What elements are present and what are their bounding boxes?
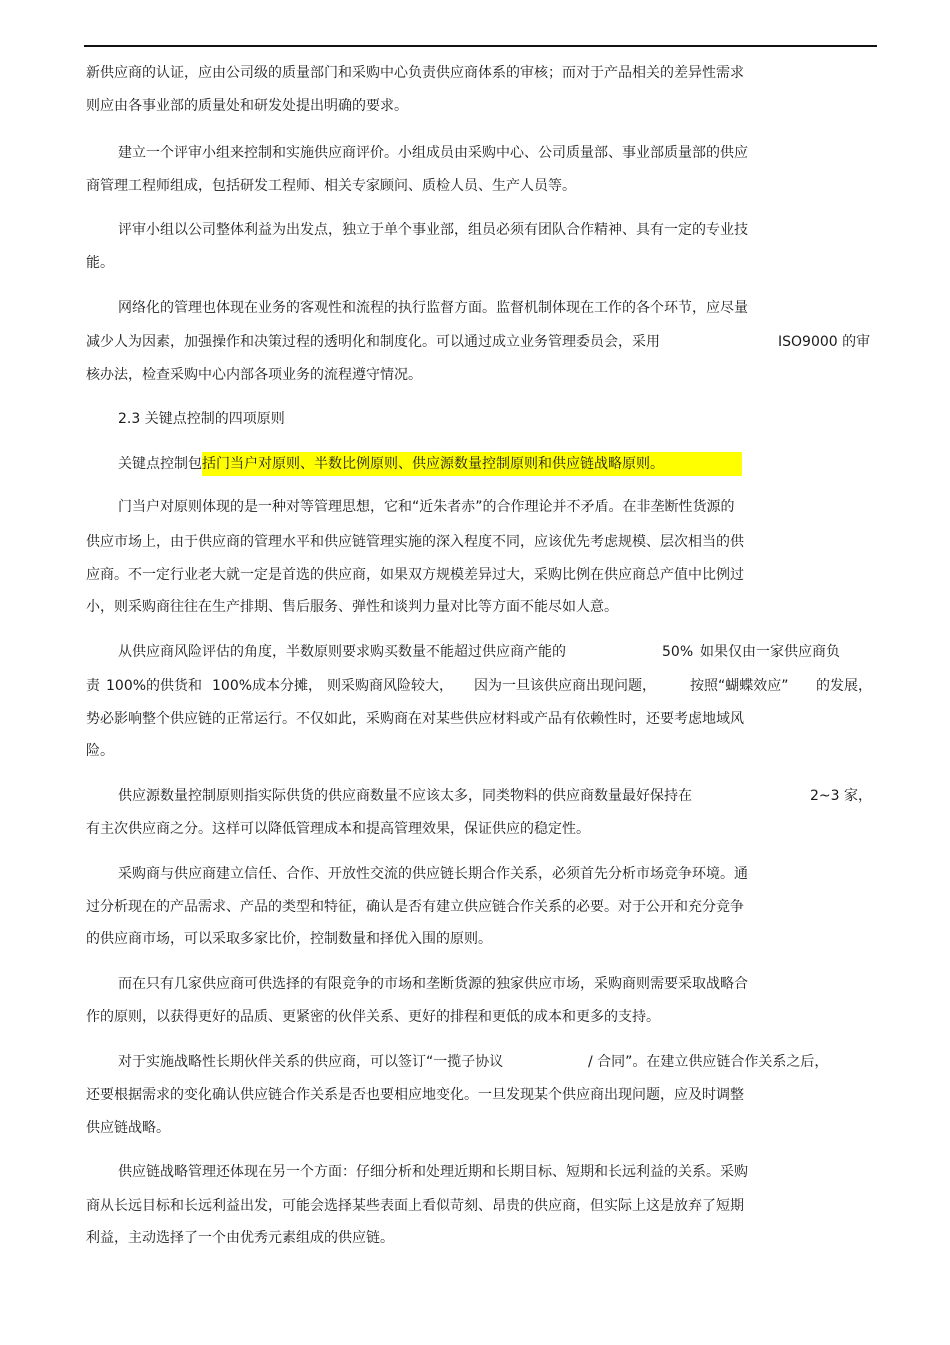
paragraph-fragment: 则采购商风险较大， xyxy=(327,678,453,694)
header-rule xyxy=(84,45,877,47)
section-heading: 2.3 关键点控制的四项原则 xyxy=(118,411,285,427)
paragraph-line: 的供应商市场，可以采取多家比价，控制数量和择优入围的原则。 xyxy=(86,931,492,947)
paragraph-fragment: ISO9000 的审 xyxy=(778,334,871,350)
text-run: 关键点控制包 xyxy=(118,456,202,472)
paragraph-line: 势必影响整个供应链的正常运行。不仅如此，采购商在对某些供应材料或产品有依赖性时，还要考虑地域风 xyxy=(86,711,744,727)
paragraph-line: 作的原则，以获得更好的品质、更紧密的伙伴关系、更好的排程和更低的成本和更多的支持。 xyxy=(86,1009,660,1025)
paragraph-line: 对于实施战略性长期伙伴关系的供应商，可以签订“一揽子协议 xyxy=(118,1054,504,1070)
paragraph-line: 供应市场上，由于供应商的管理水平和供应链管理实施的深入程度不同，应该优先考虑规模、层次相当的供 xyxy=(86,534,744,550)
paragraph-line: 小，则采购商往往在生产排期、售后服务、弹性和谈判力量对比等方面不能尽如人意。 xyxy=(86,599,618,615)
paragraph-line: 门当户对原则体现的是一种对等管理思想，它和“近朱者赤”的合作理论并不矛盾。在非垄断性货源的 xyxy=(118,499,735,515)
paragraph-fragment: 如果仅由一家供应商负 xyxy=(700,644,840,660)
paragraph-line: 还要根据需求的变化确认供应链合作关系是否也要相应地变化。一旦发现某个供应商出现问题，应及时调整 xyxy=(86,1087,744,1103)
paragraph-line: 评审小组以公司整体利益为出发点，独立于单个事业部，组员必须有团队合作精神、具有一定的专业技 xyxy=(118,222,748,238)
paragraph-fragment: / 合同”。在建立供应链合作关系之后， xyxy=(588,1054,829,1070)
paragraph-line: 建立一个评审小组来控制和实施供应商评价。小组成员由采购中心、公司质量部、事业部质量部的供应 xyxy=(118,145,748,161)
paragraph-line: 有主次供应商之分。这样可以降低管理成本和提高管理效果，保证供应的稳定性。 xyxy=(86,821,590,837)
paragraph-fragment: 按照“蝴蝶效应” xyxy=(690,678,789,694)
paragraph-line: 核办法，检查采购中心内部各项业务的流程遵守情况。 xyxy=(86,367,422,383)
paragraph-line: 能。 xyxy=(86,255,114,271)
paragraph-line: 供应源数量控制原则指实际供货的供应商数量不应该太多，同类物料的供应商数量最好保持在 xyxy=(118,788,692,804)
paragraph-line: 减少人为因素，加强操作和决策过程的透明化和制度化。可以通过成立业务管理委员会，采用 xyxy=(86,334,660,350)
paragraph-line: 商从长远目标和长远利益出发，可能会选择某些表面上看似苛刻、昂贵的供应商，但实际上这是放弃了短期 xyxy=(86,1198,744,1214)
paragraph-line: 采购商与供应商建立信任、合作、开放性交流的供应链长期合作关系，必须首先分析市场竞争环境。通 xyxy=(118,866,748,882)
paragraph-line: 网络化的管理也体现在业务的客观性和流程的执行监督方面。监督机制体现在工作的各个环节，应尽量 xyxy=(118,300,748,316)
paragraph-fragment: 2~3 家， xyxy=(810,788,872,804)
paragraph-line: 而在只有几家供应商可供选择的有限竞争的市场和垄断货源的独家供应市场，采购商则需要采取战略合 xyxy=(118,976,748,992)
paragraph-line: 过分析现在的产品需求、产品的类型和特征，确认是否有建立供应链合作关系的必要。对于公开和充分竞争 xyxy=(86,899,744,915)
paragraph-fragment: 的发展， xyxy=(816,678,872,694)
paragraph-fragment: 100%成本分摊， xyxy=(212,678,323,694)
paragraph-line: 商管理工程师组成，包括研发工程师、相关专家顾问、质检人员、生产人员等。 xyxy=(86,178,576,194)
paragraph-line: 则应由各事业部的质量处和研发处提出明确的要求。 xyxy=(86,98,408,114)
paragraph-line: 险。 xyxy=(86,743,114,759)
paragraph-fragment: 100%的供货和 xyxy=(106,678,203,694)
paragraph-line: 新供应商的认证，应由公司级的质量部门和采购中心负责供应商体系的审核；而对于产品相关的差异性需求 xyxy=(86,65,744,81)
highlighted-text: 括门当户对原则、半数比例原则、供应源数量控制原则和供应链战略原则。 xyxy=(202,452,742,476)
paragraph-line: 供应链战略。 xyxy=(86,1120,170,1136)
paragraph-line: 利益，主动选择了一个由优秀元素组成的供应链。 xyxy=(86,1230,394,1246)
paragraph-fragment: 责 xyxy=(86,678,100,694)
paragraph-line: 供应链战略管理还体现在另一个方面：仔细分析和处理近期和长期目标、短期和长远利益的关系。采购 xyxy=(118,1164,748,1180)
paragraph-line xyxy=(118,455,742,473)
paragraph-line: 应商。不一定行业老大就一定是首选的供应商，如果双方规模差异过大，采购比例在供应商总产值中比例过 xyxy=(86,567,744,583)
paragraph-fragment: 因为一旦该供应商出现问题， xyxy=(474,678,656,694)
paragraph-fragment: 50% xyxy=(662,644,694,660)
paragraph-line: 从供应商风险评估的角度，半数原则要求购买数量不能超过供应商产能的 xyxy=(118,644,566,660)
